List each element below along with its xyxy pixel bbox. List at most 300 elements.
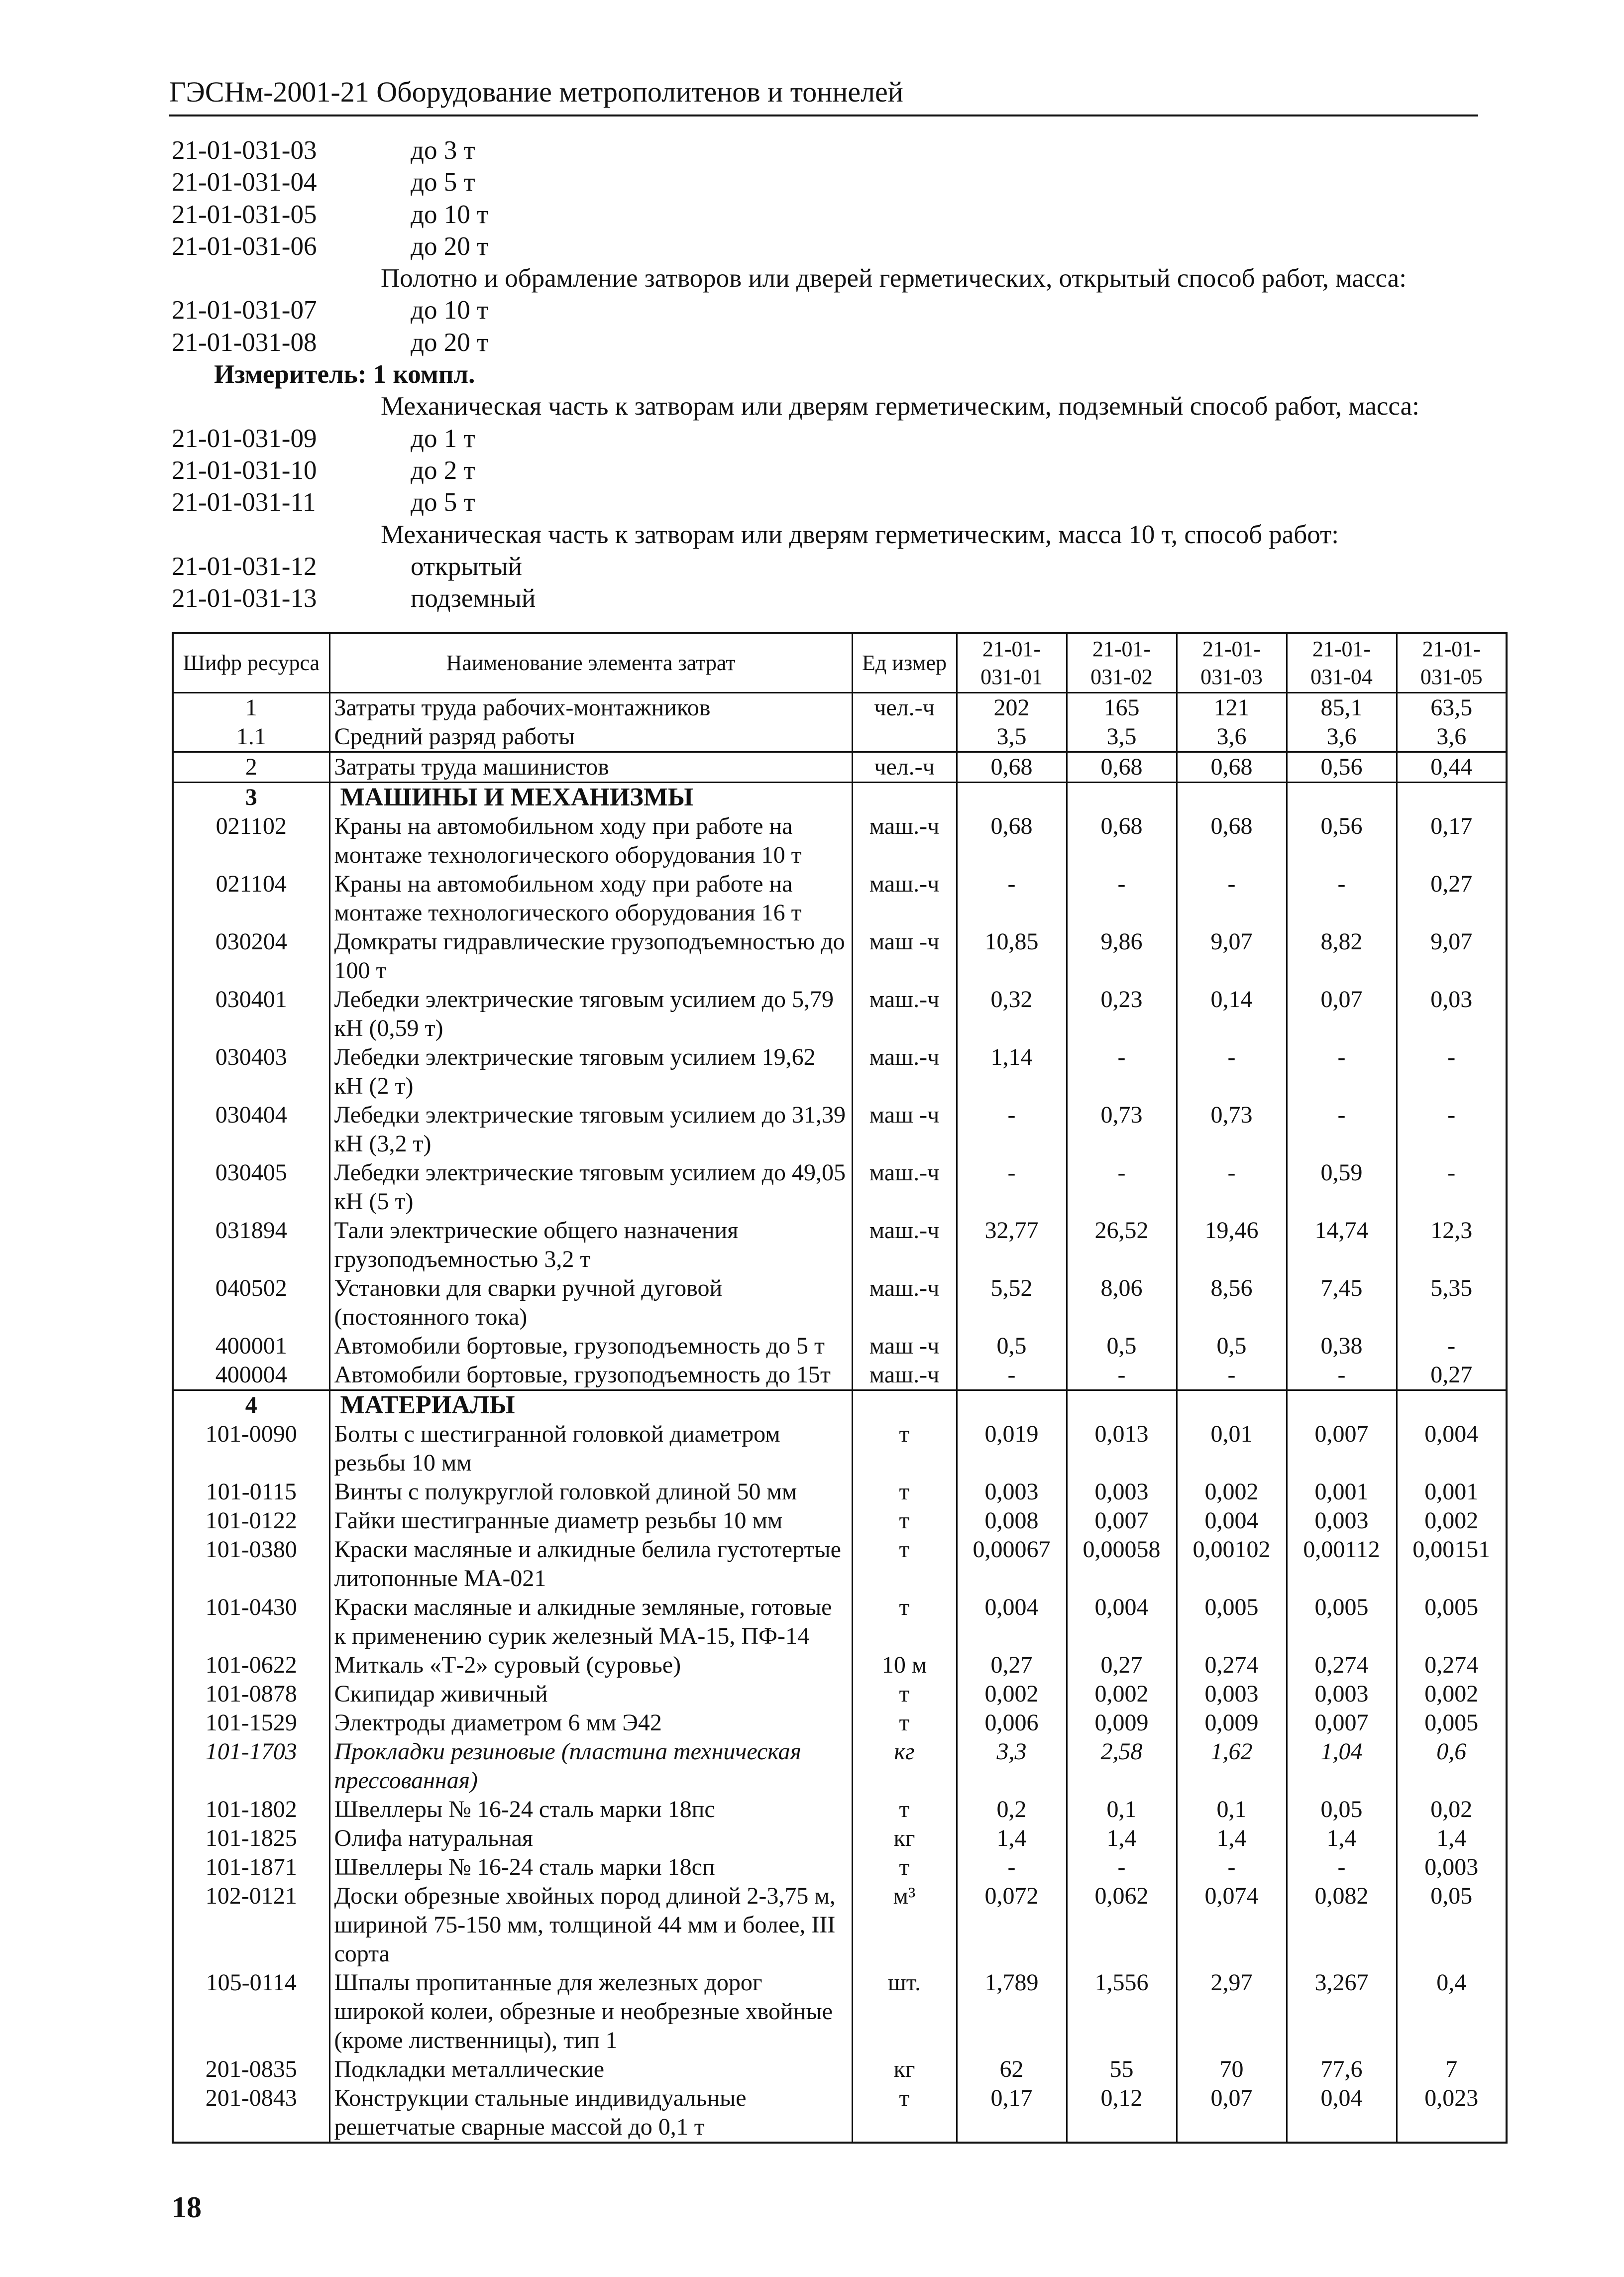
resource-unit: чел.-ч [852, 752, 957, 783]
resource-unit: кг [852, 1737, 957, 1795]
resource-value: 0,003 [1067, 1478, 1177, 1506]
resource-code: 030403 [173, 1043, 329, 1101]
resource-value: - [1177, 1158, 1287, 1216]
resource-value [1067, 1390, 1177, 1420]
resource-value: 0,68 [957, 752, 1067, 783]
header-col-2-line1: 21-01- [1092, 637, 1151, 661]
resource-value: 10,85 [957, 927, 1067, 985]
resource-value [1177, 1390, 1287, 1420]
resource-value: 0,274 [1287, 1651, 1397, 1680]
table-row [173, 1332, 1507, 1361]
header-col-1-line1: 21-01- [982, 637, 1041, 661]
resource-unit: кг [852, 2055, 957, 2084]
item-value: до 5 т [411, 168, 475, 197]
resource-value: 85,1 [1287, 693, 1397, 723]
resource-name: МАТЕРИАЛЫ [329, 1390, 852, 1420]
resource-code: 030404 [173, 1101, 329, 1158]
resource-value: 121 [1177, 693, 1287, 723]
resource-value: - [1397, 1043, 1507, 1101]
resource-code: 101-0430 [173, 1593, 329, 1651]
resource-value: 0,07 [1287, 985, 1397, 1043]
resource-value: - [1067, 1158, 1177, 1216]
table-row [173, 1708, 1507, 1737]
resource-value: 0,02 [1397, 1795, 1507, 1824]
resource-unit: т [852, 1420, 957, 1478]
resource-value [957, 783, 1067, 812]
resource-unit [852, 1390, 957, 1420]
header-col-4 [1287, 633, 1397, 693]
resource-unit [852, 722, 957, 752]
resource-value: 0,23 [1067, 985, 1177, 1043]
resource-name: Автомобили бортовые, грузоподъемность до 5 т [329, 1332, 852, 1361]
resource-value: 3,5 [1067, 722, 1177, 752]
resource-unit: т [852, 1593, 957, 1651]
group-title-line [172, 262, 1516, 294]
resource-code: 400001 [173, 1332, 329, 1361]
table-row [173, 1737, 1507, 1795]
item-code: 21-01-031-06 [172, 231, 317, 261]
resource-name: Затраты труда машинистов [329, 752, 852, 783]
resource-code: 030401 [173, 985, 329, 1043]
resource-value: 0,68 [1067, 812, 1177, 870]
resource-unit: маш.-ч [852, 812, 957, 870]
resource-value: 0,00151 [1397, 1535, 1507, 1593]
item-line [172, 134, 1516, 166]
resource-value: 0,4 [1397, 1968, 1507, 2055]
resource-name: Тали электрические общего назначения грузоподъемностью 3,2 т [329, 1216, 852, 1274]
resource-value: 5,35 [1397, 1274, 1507, 1332]
resource-value: 0,003 [957, 1478, 1067, 1506]
resource-value: 0,023 [1397, 2084, 1507, 2143]
item-value: до 20 т [411, 231, 489, 261]
resource-value: 0,004 [1177, 1506, 1287, 1535]
resource-value [1397, 1390, 1507, 1420]
resource-value: 3,6 [1397, 722, 1507, 752]
resource-value: 7 [1397, 2055, 1507, 2084]
resource-name: Гайки шестигранные диаметр резьбы 10 мм [329, 1506, 852, 1535]
header-col-1-line2: 031-01 [980, 665, 1043, 689]
item-line [172, 294, 1516, 326]
resource-name: Краны на автомобильном ходу при работе на монтаже технологического оборудования 10 т [329, 812, 852, 870]
table-row [173, 2084, 1507, 2143]
header-col-5 [1397, 633, 1507, 693]
table-body [173, 693, 1507, 2143]
resource-value: 0,27 [1067, 1651, 1177, 1680]
resource-value: 9,07 [1397, 927, 1507, 985]
resource-name: Краски масляные и алкидные белила густотертые литопонные МА-021 [329, 1535, 852, 1593]
resource-code: 102-0121 [173, 1882, 329, 1968]
item-line [172, 455, 1516, 486]
resource-unit: чел.-ч [852, 693, 957, 723]
resource-value: 8,56 [1177, 1274, 1287, 1332]
resource-value: 0,009 [1177, 1708, 1287, 1737]
item-line [172, 582, 1516, 614]
measure-value: 1 компл. [373, 360, 475, 389]
resource-code: 040502 [173, 1274, 329, 1332]
resource-name: Краны на автомобильном ходу при работе на монтаже технологического оборудования 16 т [329, 870, 852, 927]
resource-value: 62 [957, 2055, 1067, 2084]
resource-value: 12,3 [1397, 1216, 1507, 1274]
resource-code: 4 [173, 1390, 329, 1420]
resource-code: 101-1825 [173, 1824, 329, 1853]
item-value: до 5 т [411, 488, 475, 517]
resource-name: Лебедки электрические тяговым усилием до 5,79 кН (0,59 т) [329, 985, 852, 1043]
resource-name: Швеллеры № 16-24 сталь марки 18пс [329, 1795, 852, 1824]
item-code: 21-01-031-05 [172, 200, 317, 229]
resource-unit: т [852, 2084, 957, 2143]
header-col-4-line1: 21-01- [1312, 637, 1371, 661]
resource-value: 0,73 [1067, 1101, 1177, 1158]
item-code: 21-01-031-13 [172, 584, 317, 613]
resource-value: 0,32 [957, 985, 1067, 1043]
resource-value: 0,274 [1177, 1651, 1287, 1680]
resource-value: - [957, 870, 1067, 927]
resource-value: 0,007 [1287, 1420, 1397, 1478]
resource-value: 0,002 [957, 1680, 1067, 1708]
resource-value: 19,46 [1177, 1216, 1287, 1274]
resource-value: 0,00102 [1177, 1535, 1287, 1593]
resource-value: 2,97 [1177, 1968, 1287, 2055]
resource-value: - [1177, 1043, 1287, 1101]
table-row [173, 1968, 1507, 2055]
item-code: 21-01-031-08 [172, 328, 317, 357]
resource-value: 0,005 [1397, 1593, 1507, 1651]
group-title: Полотно и обрамление затворов или дверей герметических, открытый способ работ, масса: [381, 264, 1407, 293]
resource-value: 0,56 [1287, 752, 1397, 783]
resource-value: - [1287, 1101, 1397, 1158]
resource-value: - [1287, 1043, 1397, 1101]
resource-value: 0,001 [1397, 1478, 1507, 1506]
resource-unit: маш.-ч [852, 1361, 957, 1390]
resource-unit: маш.-ч [852, 1158, 957, 1216]
resource-name: Скипидар живичный [329, 1680, 852, 1708]
resource-name: Швеллеры № 16-24 сталь марки 18сп [329, 1853, 852, 1882]
resource-unit: т [852, 1535, 957, 1593]
document-title: ГЭСНм-2001-21 Оборудование метрополитенов и тоннелей [169, 76, 903, 108]
resource-value: - [957, 1361, 1067, 1390]
resource-value: 0,003 [1287, 1506, 1397, 1535]
resource-value [1287, 783, 1397, 812]
resource-unit: кг [852, 1824, 957, 1853]
resource-value: 0,004 [1397, 1420, 1507, 1478]
resource-name: Лебедки электрические тяговым усилием 19,62 кН (2 т) [329, 1043, 852, 1101]
measure-label: Измеритель: [214, 360, 367, 389]
table-row [173, 1274, 1507, 1332]
resource-value: 5,52 [957, 1274, 1067, 1332]
resource-code: 201-0843 [173, 2084, 329, 2143]
resource-value: 165 [1067, 693, 1177, 723]
resource-value: 0,17 [1397, 812, 1507, 870]
resource-value: 0,17 [957, 2084, 1067, 2143]
item-line [172, 166, 1516, 198]
table-row [173, 1535, 1507, 1593]
resource-value: 0,68 [1177, 752, 1287, 783]
resource-code: 031894 [173, 1216, 329, 1274]
resource-name: Затраты труда рабочих-монтажников [329, 693, 852, 723]
table-row [173, 1158, 1507, 1216]
table-row [173, 985, 1507, 1043]
item-list [172, 134, 1516, 614]
item-code: 21-01-031-03 [172, 136, 317, 165]
item-line [172, 551, 1516, 582]
resource-value: 7,45 [1287, 1274, 1397, 1332]
resource-value: 1,4 [1067, 1824, 1177, 1853]
item-value: подземный [411, 584, 536, 613]
resource-value: 9,86 [1067, 927, 1177, 985]
resource-name: Домкраты гидравлические грузоподъемностью до 100 т [329, 927, 852, 985]
resource-value: 0,002 [1397, 1506, 1507, 1535]
resource-value: 1,4 [1397, 1824, 1507, 1853]
resource-value: - [1177, 1853, 1287, 1882]
resource-value: 0,68 [1177, 812, 1287, 870]
resource-value: - [957, 1101, 1067, 1158]
item-code: 21-01-031-04 [172, 168, 317, 197]
resource-value: 202 [957, 693, 1067, 723]
resource-value: 0,002 [1397, 1680, 1507, 1708]
header-col-4-line2: 031-04 [1310, 665, 1373, 689]
item-value: до 20 т [411, 328, 489, 357]
resource-value: 1,556 [1067, 1968, 1177, 2055]
resource-value: 3,6 [1177, 722, 1287, 752]
item-line [172, 199, 1516, 230]
table-row [173, 1216, 1507, 1274]
resource-value: 0,5 [1067, 1332, 1177, 1361]
resource-unit: маш -ч [852, 927, 957, 985]
resource-value [1287, 1390, 1397, 1420]
resource-value: 0,6 [1397, 1737, 1507, 1795]
resource-value: 0,73 [1177, 1101, 1287, 1158]
item-line [172, 486, 1516, 518]
item-line [172, 423, 1516, 455]
table-row [173, 1101, 1507, 1158]
table-row [173, 1420, 1507, 1478]
resource-value: - [1177, 870, 1287, 927]
table-row [173, 1795, 1507, 1824]
group-title: Механическая часть к затворам или дверям герметическим, подземный способ работ, масса: [381, 392, 1419, 421]
resource-code: 101-1529 [173, 1708, 329, 1737]
resource-name: Автомобили бортовые, грузоподъемность до 15т [329, 1361, 852, 1390]
resource-value: - [1287, 1361, 1397, 1390]
resource-code: 030405 [173, 1158, 329, 1216]
measure [214, 358, 475, 390]
table-row [173, 752, 1507, 783]
header-code: Шифр ресурса [173, 633, 329, 693]
resource-value: 0,00112 [1287, 1535, 1397, 1593]
resource-value: 1,789 [957, 1968, 1067, 2055]
item-code: 21-01-031-10 [172, 455, 317, 485]
resource-value: 0,14 [1177, 985, 1287, 1043]
item-line [172, 327, 1516, 358]
resource-unit: маш.-ч [852, 1274, 957, 1332]
resource-name: Винты с полукруглой головкой длиной 50 мм [329, 1478, 852, 1506]
header-col-3-line1: 21-01- [1202, 637, 1261, 661]
resource-value: - [1067, 1043, 1177, 1101]
resource-unit [852, 783, 957, 812]
resource-unit: 10 м [852, 1651, 957, 1680]
resource-value: 63,5 [1397, 693, 1507, 723]
resource-unit: маш.-ч [852, 985, 957, 1043]
resource-value: 2,58 [1067, 1737, 1177, 1795]
table-header-row [173, 633, 1507, 693]
resource-code: 101-1802 [173, 1795, 329, 1824]
resource-value: 0,1 [1067, 1795, 1177, 1824]
resource-value: 0,009 [1067, 1708, 1177, 1737]
resource-value: 3,5 [957, 722, 1067, 752]
resource-value: 1,4 [1177, 1824, 1287, 1853]
table-row [173, 1593, 1507, 1651]
resource-value: 0,003 [1287, 1680, 1397, 1708]
resource-value: 0,12 [1067, 2084, 1177, 2143]
resource-name: Установки для сварки ручной дуговой (постоянного тока) [329, 1274, 852, 1332]
resource-value: 0,082 [1287, 1882, 1397, 1968]
header-col-5-line2: 031-05 [1420, 665, 1483, 689]
resource-name: Краски масляные и алкидные земляные, готовые к применению сурик железный МА-15, ПФ-14 [329, 1593, 852, 1651]
resource-unit: маш -ч [852, 1101, 957, 1158]
resource-value: 0,008 [957, 1506, 1067, 1535]
resource-value: - [1177, 1361, 1287, 1390]
table-row [173, 1853, 1507, 1882]
resource-value: 0,27 [1397, 870, 1507, 927]
page-number: 18 [172, 2191, 202, 2224]
resource-unit: маш.-ч [852, 1043, 957, 1101]
resource-name: Средний разряд работы [329, 722, 852, 752]
resource-value: 0,001 [1287, 1478, 1397, 1506]
resource-code: 030204 [173, 927, 329, 985]
resource-value: - [1067, 1361, 1177, 1390]
resource-value: 0,005 [1177, 1593, 1287, 1651]
page-header [169, 70, 1478, 116]
resource-value: 0,002 [1177, 1478, 1287, 1506]
resource-value: 0,005 [1287, 1593, 1397, 1651]
resource-value: 0,004 [957, 1593, 1067, 1651]
resource-value: 0,1 [1177, 1795, 1287, 1824]
measure-line [172, 358, 1516, 390]
resource-code: 021104 [173, 870, 329, 927]
resource-code: 101-1703 [173, 1737, 329, 1795]
resource-value: 3,267 [1287, 1968, 1397, 2055]
table-row [173, 1882, 1507, 1968]
resource-value: 8,06 [1067, 1274, 1177, 1332]
item-value: до 10 т [411, 200, 489, 229]
resource-name: Прокладки резиновые (пластина техническая прессованная) [329, 1737, 852, 1795]
resource-unit: маш.-ч [852, 1216, 957, 1274]
resource-code: 101-0622 [173, 1651, 329, 1680]
resource-name: МАШИНЫ И МЕХАНИЗМЫ [329, 783, 852, 812]
table-row [173, 722, 1507, 752]
table-row [173, 870, 1507, 927]
resource-code: 400004 [173, 1361, 329, 1390]
resource-value: - [1397, 1158, 1507, 1216]
item-value: до 1 т [411, 424, 475, 453]
resource-value: 0,072 [957, 1882, 1067, 1968]
resource-value: 0,002 [1067, 1680, 1177, 1708]
table-row [173, 927, 1507, 985]
resource-name: Доски обрезные хвойных пород длиной 2-3,75 м, шириной 75-150 мм, толщиной 44 мм и более, III сорта [329, 1882, 852, 1968]
resource-value: - [1397, 1332, 1507, 1361]
item-code: 21-01-031-12 [172, 552, 317, 581]
item-value: открытый [411, 552, 522, 581]
resource-value: 0,38 [1287, 1332, 1397, 1361]
table-row [173, 1361, 1507, 1390]
resource-value: - [1397, 1101, 1507, 1158]
resource-value: 1,62 [1177, 1737, 1287, 1795]
table-row [173, 783, 1507, 812]
resource-value: 0,07 [1177, 2084, 1287, 2143]
resource-value: 0,274 [1397, 1651, 1507, 1680]
table-row [173, 2055, 1507, 2084]
item-code: 21-01-031-11 [172, 488, 316, 517]
resource-value [1067, 783, 1177, 812]
resource-value: 0,006 [957, 1708, 1067, 1737]
resource-unit: шт. [852, 1968, 957, 2055]
resource-value [1397, 783, 1507, 812]
resource-table [172, 632, 1508, 2144]
table-row [173, 812, 1507, 870]
resource-unit: т [852, 1795, 957, 1824]
group-title-line [172, 519, 1516, 551]
resource-value: 0,5 [957, 1332, 1067, 1361]
resource-value: 0,05 [1397, 1882, 1507, 1968]
resource-name: Электроды диаметром 6 мм Э42 [329, 1708, 852, 1737]
resource-value: 0,003 [1177, 1680, 1287, 1708]
resource-value: 55 [1067, 2055, 1177, 2084]
resource-value: 0,062 [1067, 1882, 1177, 1968]
resource-value [957, 1390, 1067, 1420]
resource-code: 1.1 [173, 722, 329, 752]
resource-code: 3 [173, 783, 329, 812]
table-row [173, 1390, 1507, 1420]
resource-value: - [1287, 870, 1397, 927]
resource-code: 101-0122 [173, 1506, 329, 1535]
resource-value: 26,52 [1067, 1216, 1177, 1274]
resource-value: 0,2 [957, 1795, 1067, 1824]
resource-value: 0,007 [1067, 1506, 1177, 1535]
resource-code: 101-0380 [173, 1535, 329, 1593]
header-unit: Ед измер [852, 633, 957, 693]
resource-value: 0,03 [1397, 985, 1507, 1043]
resource-name: Болты с шестигранной головкой диаметром резьбы 10 мм [329, 1420, 852, 1478]
resource-value: 9,07 [1177, 927, 1287, 985]
resource-value: 0,44 [1397, 752, 1507, 783]
item-code: 21-01-031-07 [172, 296, 317, 325]
header-col-3-line2: 031-03 [1200, 665, 1263, 689]
resource-value: 0,27 [957, 1651, 1067, 1680]
table-row [173, 1824, 1507, 1853]
resource-code: 101-0090 [173, 1420, 329, 1478]
resource-unit: т [852, 1506, 957, 1535]
resource-code: 105-0114 [173, 1968, 329, 2055]
resource-name: Миткаль «Т-2» суровый (суровье) [329, 1651, 852, 1680]
resource-code: 201-0835 [173, 2055, 329, 2084]
resource-value: 0,59 [1287, 1158, 1397, 1216]
resource-code: 2 [173, 752, 329, 783]
resource-value: 0,003 [1397, 1853, 1507, 1882]
resource-value [1177, 783, 1287, 812]
group-title: Механическая часть к затворам или дверям герметическим, масса 10 т, способ работ: [381, 520, 1339, 549]
resource-value: 3,3 [957, 1737, 1067, 1795]
resource-name: Подкладки металлические [329, 2055, 852, 2084]
resource-value: 0,01 [1177, 1420, 1287, 1478]
resource-value: 0,005 [1397, 1708, 1507, 1737]
resource-value: - [1067, 870, 1177, 927]
resource-value: 0,5 [1177, 1332, 1287, 1361]
resource-value: 1,14 [957, 1043, 1067, 1101]
item-value: до 10 т [411, 296, 489, 325]
resource-unit: т [852, 1680, 957, 1708]
table-row [173, 1043, 1507, 1101]
resource-value: 32,77 [957, 1216, 1067, 1274]
resource-value: 0,00067 [957, 1535, 1067, 1593]
